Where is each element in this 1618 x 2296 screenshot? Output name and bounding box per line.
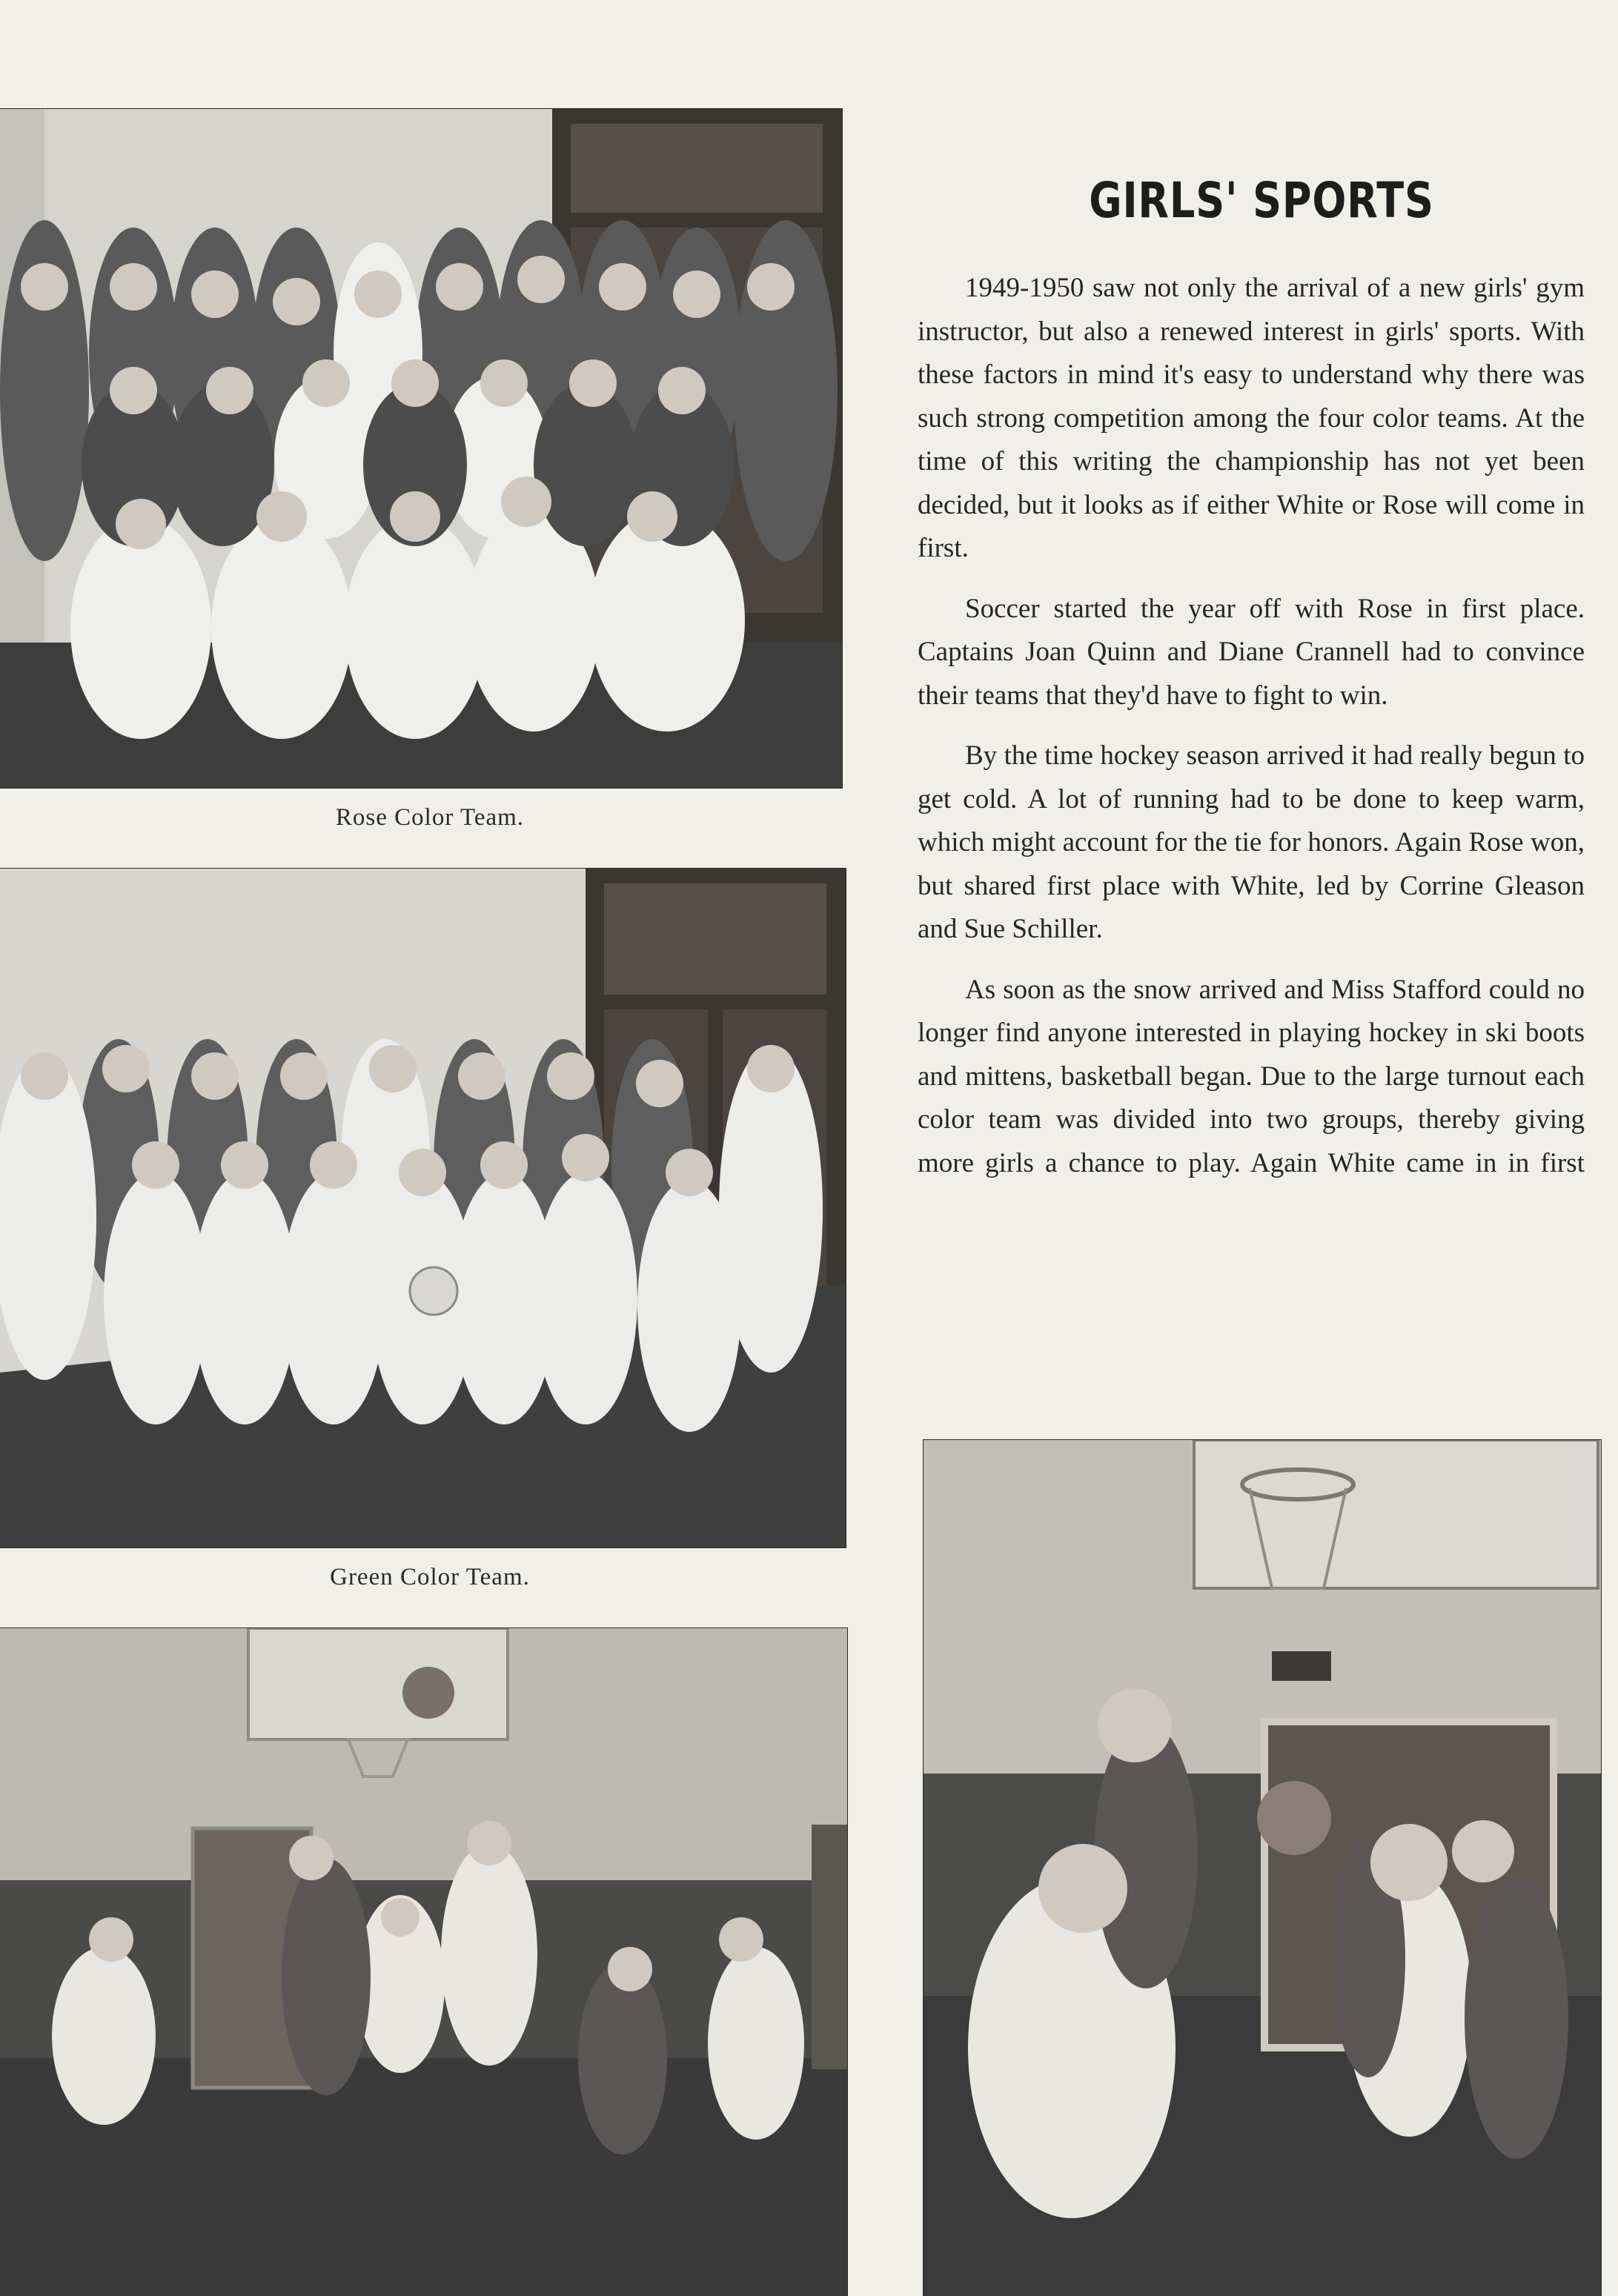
article-body — [918, 267, 1585, 1202]
rose-team-caption: Rose Color Team. — [335, 804, 525, 831]
rose-team-photo — [0, 109, 842, 788]
article-paragraph: By the time hockey season arrived it had really begun to get cold. A lot of running had to be done to keep warm, which might account for the tie for honors. Again Rose won, but shared first place with White, led by Corrine Gleason and Sue Schiller. — [918, 740, 1585, 944]
basketball-game-photo-left — [0, 1628, 847, 2296]
page-title: GIRLS' SPORTS — [1089, 172, 1434, 229]
article-paragraph: Soccer started the year off with Rose in first place. Captains Joan Quinn and Diane Crannell had to convince their teams that they'd have to fight to win. — [918, 593, 1585, 711]
basketball-game-photo-right — [924, 1440, 1601, 2296]
article-paragraph: 1949-1950 saw not only the arrival of a new girls' gym instructor, but also a renewed interest in girls' sports. With these factors in mind it's easy to understand why there was such strong competition among the four color teams. At the time of this writing the championship has not yet been decided, but it looks as if either White or Rose will come in first. — [918, 273, 1585, 563]
article-paragraph: As soon as the snow arrived and Miss Stafford could no longer find anyone interested in playing hockey in ski boots and mittens, basketball began. Due to the large turnout each color team was divided into two groups, thereby giving more girls a chance to play. Again White came in in first — [918, 974, 1585, 1178]
green-team-caption: Green Color Team. — [330, 1564, 530, 1590]
green-team-photo — [0, 869, 846, 1547]
